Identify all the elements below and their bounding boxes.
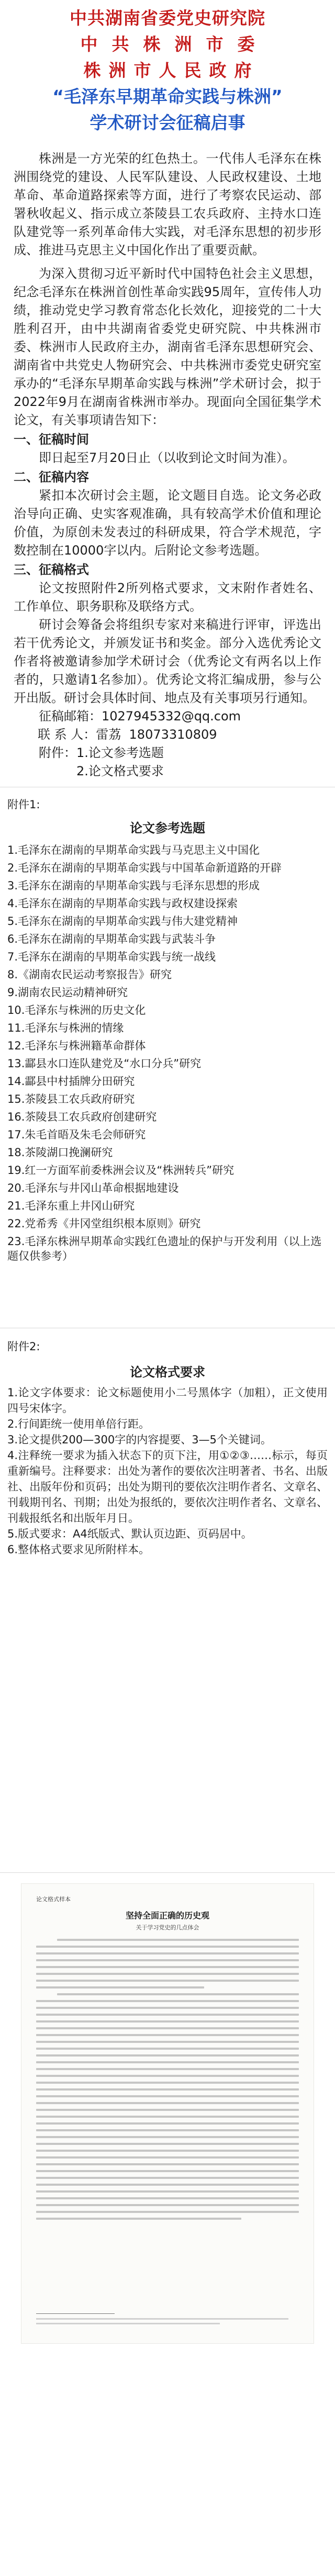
topic-item: 17.朱毛首晤及朱毛会师研究	[7, 1128, 146, 1141]
section-3-body-2: 研讨会筹备会将组织专家对来稿进行评审，评选出若干优秀论文，并颁发证书和奖金。部分入选优秀论文作者将被邀请参加学术研讨会（优秀论文有两名以上作者的，只邀请1名参加）。优秀论文将汇编成册，参与公开出版。研讨会具体时间、地点及有关事项另行通知。	[14, 617, 321, 705]
intro-paragraph-1: 株洲是一方光荣的红色热土。一代伟人毛泽东在株洲围绕党的建设、人民军队建设、人民政权建设、土地革命、革命道路探索等方面，进行了考察农民运动、部署秋收起义、指示成立茶陵县工农兵政府、主持水口连队建党等一系列革命伟大实践，对毛泽东思想的初步形成、推进马克思主义中国化作出了重要贡献。	[14, 151, 321, 257]
topic-item: 13.酃县水口连队建党及“水口分兵”研究	[7, 1057, 202, 1070]
sample-section	[0, 1873, 335, 2400]
section-1-body: 即日起至7月20日止（以收到论文时间为准）。	[39, 450, 295, 465]
topic-item: 9.湖南农民运动精神研究	[7, 986, 128, 999]
contact-phone[interactable]: 18073310809	[129, 727, 217, 742]
sample-footnotes	[36, 2313, 299, 2328]
appendix-2-label: 附件2:	[7, 1340, 40, 1353]
format-item: 3.论文提供200—300字的内容提要、3—5个关键词。	[7, 1433, 272, 1446]
section-3-body-1: 论文按照附件2所列格式要求，文末附作者姓名、工作单位、职务职称及联络方式。	[14, 581, 321, 614]
topic-item: 3.毛泽东在湖南的早期革命实践与毛泽东思想的形成	[7, 879, 260, 892]
topic-item: 7.毛泽东在湖南的早期革命实践与统一战线	[7, 951, 216, 963]
topic-item: 6.毛泽东在湖南的早期革命实践与武装斗争	[7, 933, 216, 945]
section-3-title: 三、征稿格式	[14, 562, 89, 577]
sample-body-lines	[36, 1939, 299, 2220]
topic-item: 18.茶陵湖口挽澜研究	[7, 1146, 113, 1159]
topic-item: 19.红一方面军前委株洲会议及“株洲转兵”研究	[7, 1164, 234, 1177]
topic-item: 22.党希秀《井冈堂组织根本原则》研究	[7, 1217, 201, 1230]
contact-name: 雷荔	[96, 727, 121, 742]
contact-row	[14, 726, 321, 744]
appendix-1	[0, 787, 335, 1328]
header-line-committee: 中共株洲市委	[80, 34, 269, 54]
format-item: 1.论文字体要求：论文标题使用小二号黑体字（加粗），正文使用四号宋体字。	[7, 1386, 328, 1415]
appendix-1-label: 附件1:	[7, 798, 40, 811]
appendix-2	[0, 1328, 335, 1872]
topic-item: 12.毛泽东与株洲籍革命群体	[7, 1040, 146, 1052]
topic-item: 2.毛泽东在湖南的早期革命实践与中国革命新道路的开辟	[7, 862, 282, 874]
contact-label: 联 系 人：	[38, 727, 96, 742]
attachment-item-1: 1.论文参考选题	[76, 745, 164, 760]
announcement-header	[0, 0, 335, 136]
header-line-title: 学术研讨会征稿启事	[90, 112, 245, 133]
section-2-title: 二、征稿内容	[14, 470, 89, 484]
attachment-label: 附件：	[39, 745, 76, 760]
topic-item: 23.毛泽东株洲早期革命实践红色遗址的保护与开发利用（以上选题仅供参考）	[7, 1235, 322, 1262]
topic-item: 14.酃县中村插牌分田研究	[7, 1075, 135, 1088]
email-link[interactable]: 1027945332@qq.com	[102, 709, 241, 724]
attachment-item-2: 2.论文格式要求	[76, 764, 164, 778]
announcement-body	[0, 136, 335, 781]
appendix-1-title: 论文参考选题	[130, 821, 205, 835]
topic-item: 16.茶陵县工农兵政府创建研究	[7, 1111, 157, 1123]
topic-item: 1.毛泽东在湖南的早期革命实践与马克思主义中国化	[7, 844, 260, 856]
topic-item: 15.茶陵县工农兵政府研究	[7, 1093, 135, 1105]
header-line-theme: “毛泽东早期革命实践与株洲”	[52, 86, 283, 107]
email-label: 征稿邮箱：	[39, 709, 102, 724]
section-1-title: 一、征稿时间	[14, 432, 89, 447]
format-list	[7, 1385, 328, 1557]
topic-item: 10.毛泽东与株洲的历史文化	[7, 1004, 146, 1016]
topic-item: 5.毛泽东在湖南的早期革命实践与伟大建党精神	[7, 915, 238, 928]
attachment-row-1	[14, 744, 321, 762]
intro-paragraph-2: 为深入贯彻习近平新时代中国特色社会主义思想，纪念毛泽东在株洲首创性革命实践95周年，宣传伟人功绩，推动党史学习教育常态化长效化，迎接党的二十大胜利召开，由中共湖南省委党史研究院、中共株洲市委、株洲市人民政府主办，湖南省毛泽东思想研究会、湖南省中共党史人物研究会、中共株洲市委党史研究室承办的“毛泽东早期革命实践与株洲”学术研讨会，拟于2022年9月在湖南省株洲市举办。现面向全国征集学术论文，有关事项请告知下：	[14, 266, 321, 427]
sample-subtitle: 关于学习党史的几点体会	[136, 1924, 199, 1931]
sample-paper-image	[21, 1883, 314, 2344]
topic-item: 11.毛泽东与株洲的情缘	[7, 1022, 124, 1034]
email-row	[14, 707, 321, 726]
format-item: 4.注释统一要求为插入状态下的页下注，用①②③……标示，每页重新编号。注释要求：出处为著作的要依次注明著者、书名、出版社、出版年份和页码；出处为期刊的要依次注明作者名、文章名、刊载期刊名、刊期；出处为报纸的，要依次注明作者名、文章名、刊载报纸名和出版年月日。	[7, 1449, 328, 1524]
format-item: 5.版式要求：A4纸版式、默认页边距、页码居中。	[7, 1528, 252, 1540]
format-item: 6.整体格式要求见所附样本。	[7, 1543, 150, 1556]
section-2-body: 紧扣本次研讨会主题，论文题目自选。论文务必政治导向正确、史实客观准确，具有较高学术价值和理论价值，为原创未发表过的科研成果，符合学术规范，字数控制在10000字以内。后附论文参考选题。	[14, 488, 321, 558]
topic-item: 8.《湖南农民运动考察报告》研究	[7, 968, 172, 981]
header-line-government: 株洲市人民政府	[83, 60, 260, 81]
sample-title: 坚持全面正确的历史观	[125, 1911, 209, 1920]
topic-list	[7, 843, 328, 1263]
format-item: 2.行间距统一使用单倍行距。	[7, 1418, 150, 1430]
appendix-2-title: 论文格式要求	[130, 1365, 205, 1380]
topic-item: 21.毛泽东重上井冈山研究	[7, 1200, 135, 1212]
header-line-institute: 中共湖南省委党史研究院	[70, 8, 265, 28]
topic-item: 4.毛泽东在湖南的早期革命实践与政权建设探索	[7, 897, 238, 910]
sample-caption: 论文格式样本	[36, 1896, 71, 1903]
topic-item: 20.毛泽东与井冈山革命根据地建设	[7, 1182, 179, 1194]
